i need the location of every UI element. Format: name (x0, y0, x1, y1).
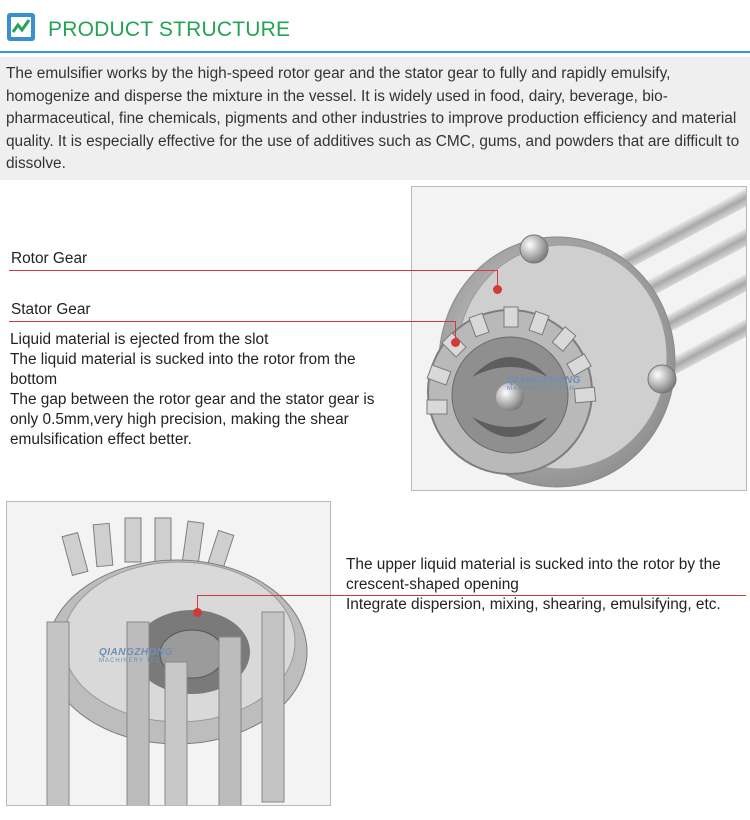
header-divider (0, 51, 750, 53)
rotor-callout-dot (493, 285, 502, 294)
description-line: Integrate dispersion, mixing, shearing, emulsifying, etc. (346, 596, 721, 613)
description-line: The liquid material is sucked into the rotor from the bottom (10, 351, 356, 388)
watermark-subtext: MACHINERY TECH (99, 658, 167, 664)
description-line: The gap between the rotor gear and the stator gear is only 0.5mm,very high precision, making the shear emulsification effect better. (10, 391, 375, 448)
page-header (0, 0, 750, 57)
crescent-opening-photo (6, 501, 331, 806)
watermark-text: QIANGZHONG (99, 647, 173, 658)
rotor-callout-line (9, 270, 497, 271)
stator-gear-label: Stator Gear (11, 301, 91, 318)
description-line: The upper liquid material is sucked into the rotor by the crescent-shaped opening (346, 556, 721, 593)
description-line: Liquid material is ejected from the slot (10, 331, 269, 348)
watermark (507, 375, 581, 392)
rotor-stator-photo (411, 186, 747, 491)
crescent-callout-line (197, 595, 746, 596)
stator-callout-line (9, 321, 455, 322)
section2-description (346, 555, 746, 615)
stator-callout-dot (451, 338, 460, 347)
watermark-text: QIANGZHONG (507, 375, 581, 386)
intro-panel (0, 57, 750, 180)
rotor-gear-label: Rotor Gear (11, 250, 88, 267)
watermark (99, 647, 173, 664)
watermark-subtext: MACHINERY TECH (507, 386, 575, 392)
section1-description (10, 330, 400, 450)
rotor-stator-illustration (412, 187, 747, 491)
intro-text: The emulsifier works by the high-speed rotor gear and the stator gear to fully and rapidly emulsify, homogenize and disperse the mixture in the vessel. It is widely used in food, dairy, beverage, bio-pharmaceutical, fine chemicals, pigments and other industries to improve production efficiency and material quality. It is especially effective for the use of additives such as CMC, gums, and powders that are difficult to dissolve. (6, 65, 740, 173)
product-logo-icon (6, 12, 36, 42)
crescent-callout-dot (193, 608, 202, 617)
page-title: PRODUCT STRUCTURE (48, 18, 291, 41)
